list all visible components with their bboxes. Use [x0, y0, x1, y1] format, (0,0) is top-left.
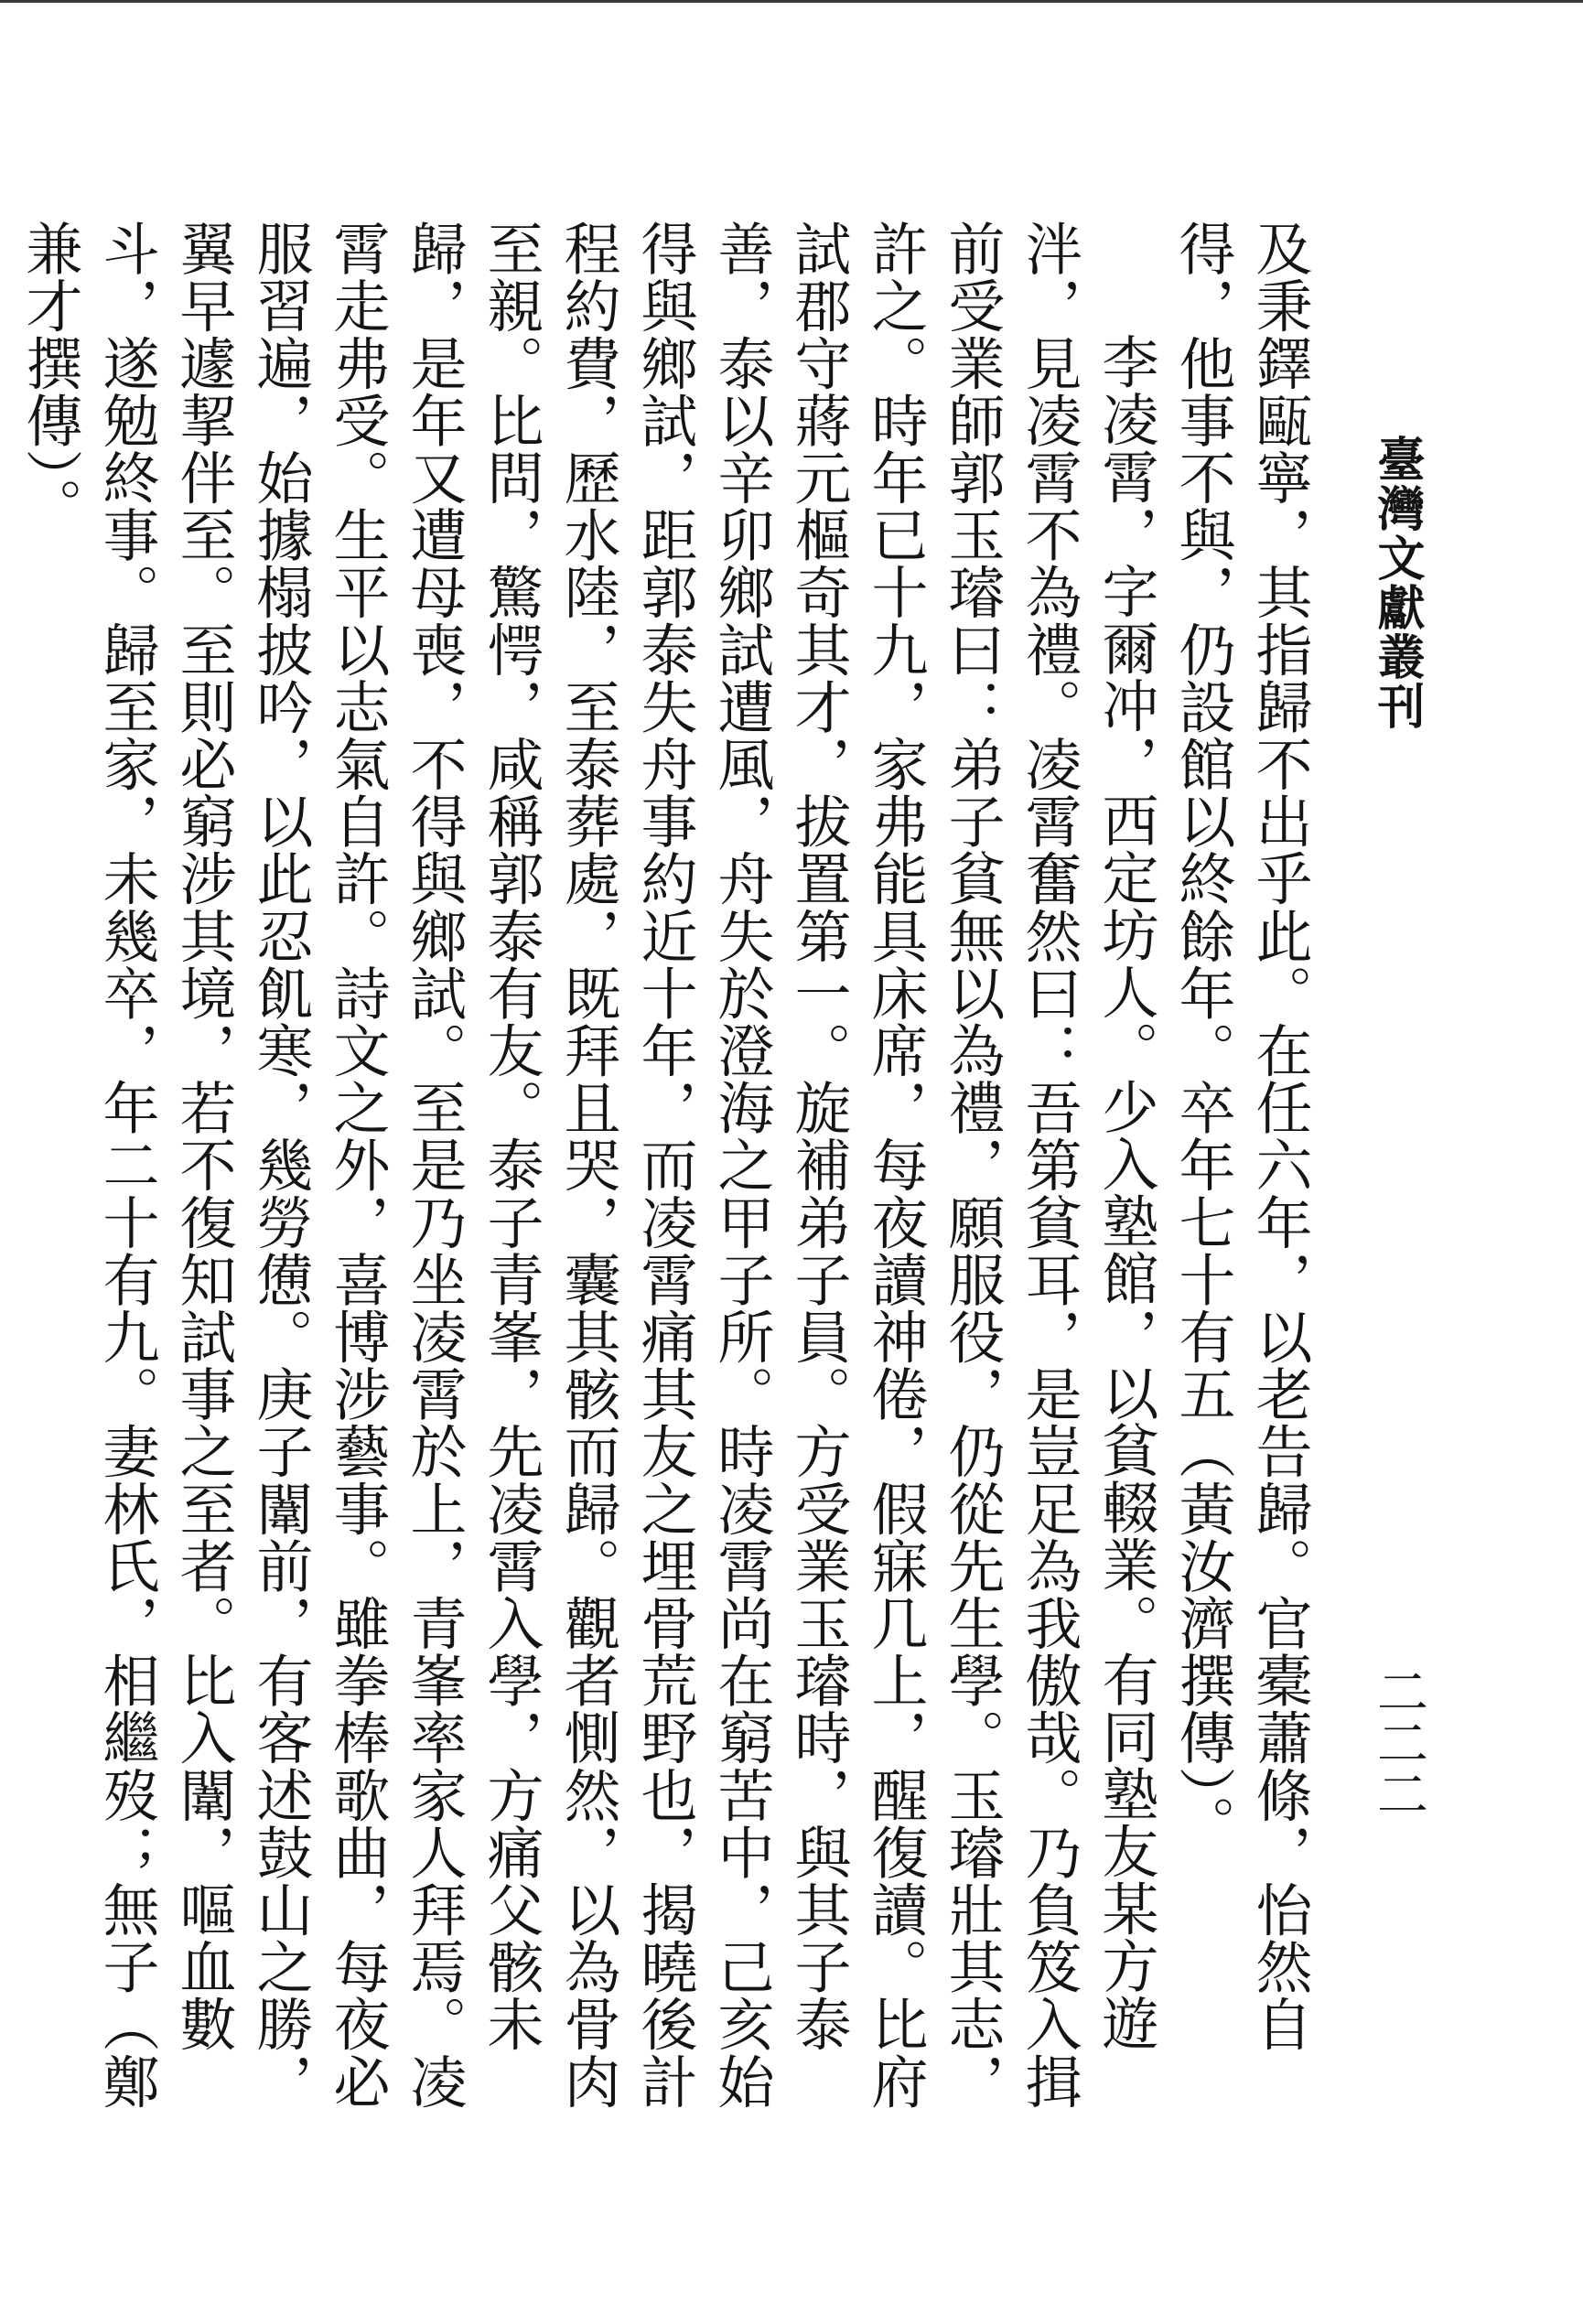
- paragraph-li-lingxiao-biography: 李凌霄，字爾冲，西定坊人。少入塾館，以貧輟業。有同塾友某方遊泮，見凌霄不為禮。凌霄奮然曰：吾第貧耳，是豈足為我傲哉。乃負笈入揖前受業師郭玉璿曰：弟子貧無以為禮，願服役，仍從先生學。玉璿壯其志，許之。時年已十九，家弗能具床席，每夜讀神倦，假寐几上，醒復讀。比府試郡守蔣元樞奇其才，拔置第一。旋補弟子員。方受業玉璿時，與其子泰善，泰以辛卯鄉試遭風，舟失於澄海之甲子所。時凌霄尚在窮苦中，己亥始得與鄉試，距郭泰失舟事約近十年，而凌霄痛其友之埋骨荒野也，揭曉後計程約費，歷水陸，至泰葬處，既拜且哭，囊其骸而歸。觀者惻然，以為骨肉至親。比問，驚愕，咸稱郭泰有友。泰子青峯，先凌霄入學，方痛父骸未歸，是年又遭母喪，不得與鄉試。至是乃坐凌霄於上，青峯率家人拜焉。凌霄走弗受。生平以志氣自許。詩文之外，喜博涉藝事。雖拳棒歌曲，每夜必服習遍，始據榻披吟，以此忍飢寒，幾勞憊。庚子闈前，有客述鼓山之勝，翼早遽挈伴至。至則必窮涉其境，若不復知試事之至者。比入闈，嘔血數斗，遂勉終事。歸至家，未幾卒，年二十有九。妻林氏，相繼歿；無子（鄭兼才撰傳）。: [16, 220, 1159, 2110]
- top-rule: [0, 0, 1583, 3]
- paragraph-huang-chi-biography-end: 及秉鐸甌寧，其指歸不出乎此。在任六年，以老告歸。官橐蕭條，怡然自得，他事不與，仍設館以終餘年。卒年七十有五（黃汝濟撰傳）。: [1169, 220, 1313, 2053]
- page-header-title: 臺灣文獻叢刊: [1369, 435, 1425, 731]
- text-body: [11, 220, 1318, 2159]
- page-number: 二二二: [1369, 1665, 1428, 1819]
